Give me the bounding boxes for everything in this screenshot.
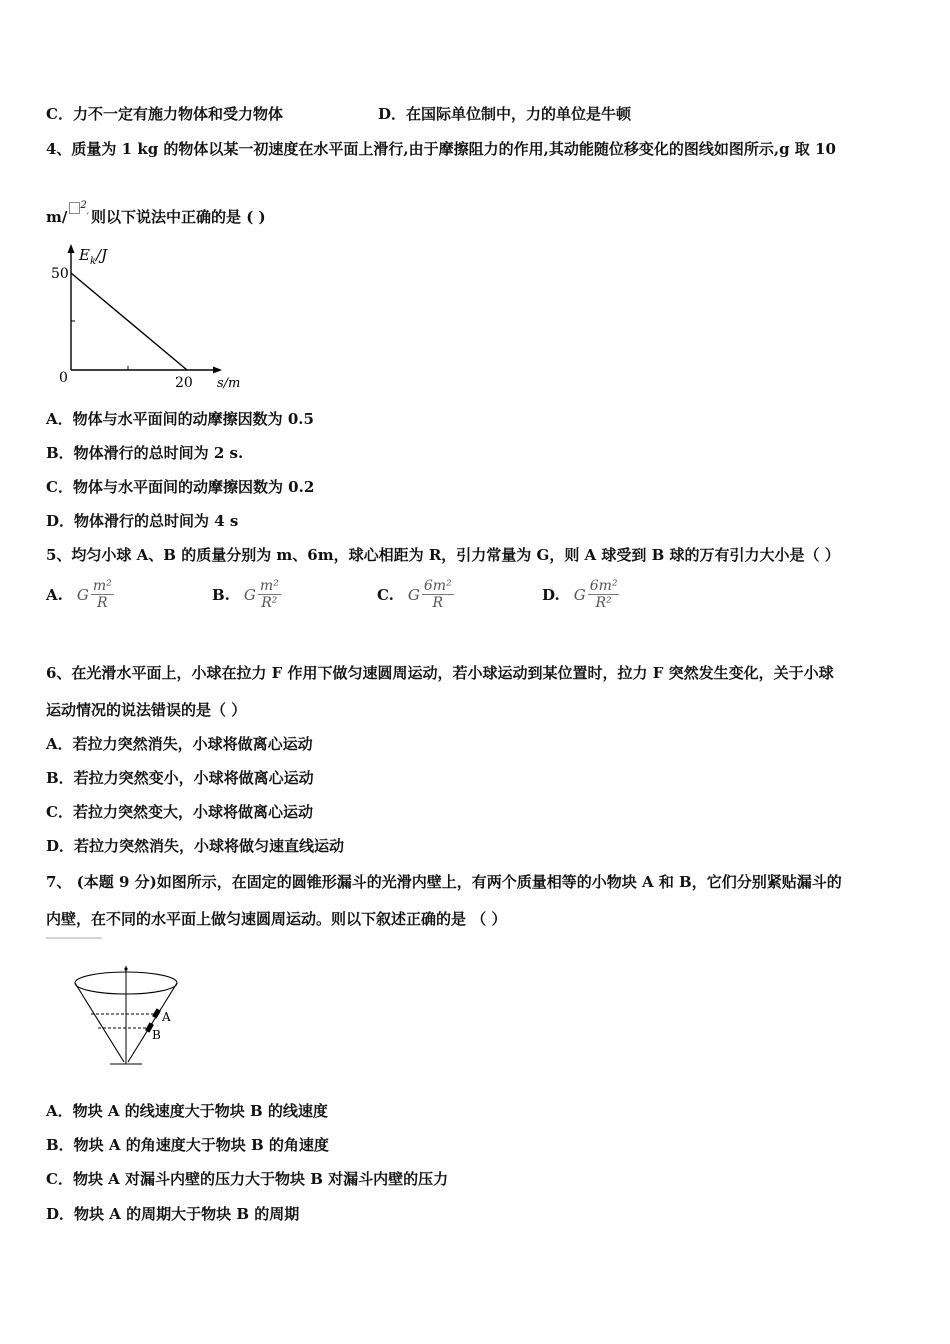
q6-option-b: B．若拉力突然变小，小球将做离心运动 [46,769,314,787]
q4-y-tick-label: 50 [51,266,69,282]
q5-option-c-num: 6m² [423,578,452,594]
q4-unit-mark: ′ [86,212,90,223]
q4-option-b: B．物体滑行的总时间为 2 s. [46,444,244,462]
q5-option-c-fraction [422,578,454,611]
q4-stem-line2 [46,200,266,227]
q7-funnel-left-side [75,983,124,1062]
q6-option-a: A．若拉力突然消失，小球将做离心运动 [46,735,313,753]
q6-option-c: C．若拉力突然变大，小球将做离心运动 [46,803,313,821]
q6-option-d: D．若拉力突然消失，小球将做匀速直线运动 [46,837,345,855]
q5-option-c-label: C. [377,585,394,604]
q4-stem-unit: m/ [46,208,68,226]
q4-x-tick-label: 20 [175,375,193,391]
q5-option-b [212,578,281,611]
q4-x-axis-arrow [213,367,222,374]
q4-stem-text: 则以下说法中正确的是 ( ) [91,208,266,226]
q6-stem-line1: 6、在光滑水平面上，小球在拉力 F 作用下做匀速圆周运动，若小球运动到某位置时，拉力 F 突然发生变化，关于小球 [46,664,834,682]
q4-unit-superscript: 2 [80,200,87,211]
q4-y-axis-arrow [68,244,75,253]
q5-option-d-label: D. [542,585,560,604]
q7-label-b: B [152,1028,161,1042]
q7-option-d: D．物块 A 的周期大于物块 B 的周期 [46,1205,300,1223]
q5-option-b-g: G [243,585,256,604]
q5-option-d-fraction [588,578,620,611]
q7-option-b: B．物块 A 的角速度大于物块 B 的角速度 [46,1136,329,1154]
q4-y-axis-label: $E_k/J$ [79,246,108,267]
q5-option-a-fraction [91,578,114,611]
q4-option-d: D．物体滑行的总时间为 4 s [46,512,239,530]
q7-stem-line2: 内壁，在不同的水平面上做匀速圆周运动。则以下叙述正确的是 （ ） [46,910,507,928]
q5-option-d-num: 6m² [589,578,618,594]
q5-option-d [542,578,619,611]
q5-option-c [377,578,454,611]
q5-option-c-g: G [407,585,420,604]
q7-funnel-axis-top [124,967,127,970]
q4-chart [44,240,254,395]
q3-option-c: C．力不一定有施力物体和受力物体 [46,105,283,123]
q5-option-b-fraction [258,578,281,611]
q4-series-line [71,273,187,370]
q5-option-a-den: R [97,595,108,611]
q5-option-c-den: R [432,595,444,611]
q7-funnel-figure [44,936,194,1071]
q5-option-b-num: m² [259,578,279,594]
q6-stem-line2: 运动情况的说法错误的是（ ） [46,701,247,719]
q5-stem: 5、均匀小球 A、B 的质量分别为 m、6m，球心相距为 R，引力常量为 G，则 A 球受到 B 球的万有引力大小是（ ） [46,546,840,564]
q4-x-axis-label: s/m [217,376,241,391]
q5-option-b-den: R² [261,595,278,611]
q5-option-b-label: B. [212,585,230,604]
q5-option-d-den: R² [595,595,612,611]
q7-block-a [152,1008,161,1018]
q5-option-a [46,578,114,611]
q7-stem-line1: 7、 (本题 9 分)如图所示，在固定的圆锥形漏斗的光滑内壁上，有两个质量相等的小物块 A 和 B，它们分别紧贴漏斗的 [46,873,842,891]
q5-option-a-label: A. [46,585,63,604]
q5-option-a-num: m² [92,578,112,594]
q5-option-d-g: G [573,585,586,604]
q3-option-d: D．在国际单位制中，力的单位是牛顿 [378,105,632,123]
q4-stem-line1: 4、质量为 1 kg 的物体以某一初速度在水平面上滑行,由于摩擦阻力的作用,其动能随位移变化的图线如图所示,g 取 10 [46,140,836,158]
q5-option-a-g: G [76,585,89,604]
q4-option-c: C．物体与水平面间的动摩擦因数为 0.2 [46,478,315,496]
q4-unit-superscript-box [69,202,80,214]
q7-option-c: C．物块 A 对漏斗内壁的压力大于物块 B 对漏斗内壁的压力 [46,1170,449,1188]
q7-label-a: A [162,1010,171,1024]
q4-origin-label: 0 [59,370,68,386]
q7-option-a: A．物块 A 的线速度大于物块 B 的线速度 [46,1102,328,1120]
q4-option-a: A．物体与水平面间的动摩擦因数为 0.5 [46,410,314,428]
